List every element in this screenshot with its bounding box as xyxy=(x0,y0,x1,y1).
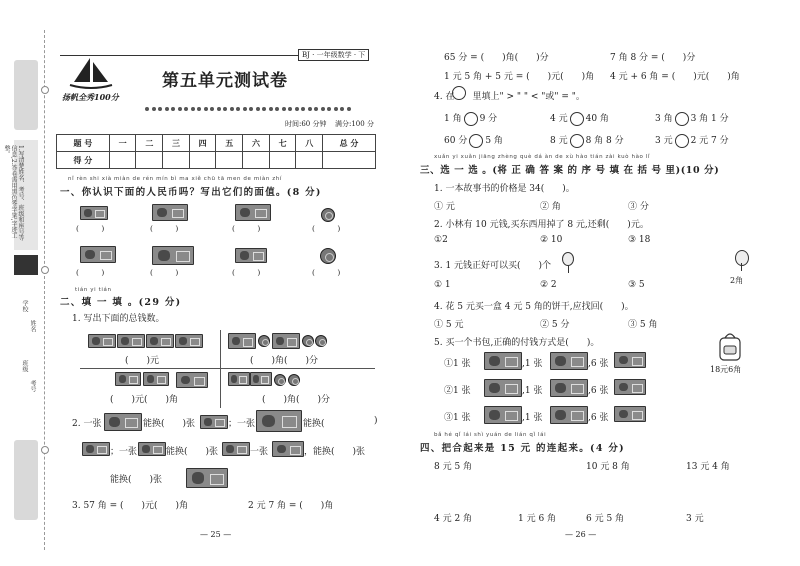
pay-text: ,6 张 xyxy=(588,413,609,423)
compare-item xyxy=(655,111,729,126)
match-bottom-item[interactable]: 6 元 5 角 xyxy=(586,514,625,524)
binding-block-bottom xyxy=(14,440,38,520)
banknote-image xyxy=(228,333,256,349)
banknote-image xyxy=(235,248,267,263)
banknote-image xyxy=(200,415,228,429)
banknote-image xyxy=(250,372,272,386)
answer-blank[interactable]: ( ) xyxy=(232,268,261,277)
choice-1-option[interactable]: ③ 分 xyxy=(628,202,649,212)
full-score: 满分:100 分 xyxy=(335,120,374,128)
sum-4yuan6jiao[interactable]: 4 元 + 6 角 = ( )元( )角 xyxy=(610,72,740,82)
money-grid-divider xyxy=(220,330,221,408)
choice-4-option[interactable]: ① 5 元 xyxy=(434,320,464,330)
question-2-1: 1. 写出下面的总钱数。 xyxy=(72,314,165,324)
compare-left: 8 元 xyxy=(550,136,568,146)
answer-blank-yuan-jiao[interactable]: ( )元( )角 xyxy=(110,395,179,405)
banknote-image xyxy=(222,442,250,456)
match-bottom-item[interactable]: 4 元 2 角 xyxy=(434,514,473,524)
coin-image xyxy=(315,335,327,347)
banknote-image xyxy=(176,372,208,388)
pay-text: ,6 张 xyxy=(588,386,609,396)
coin-image xyxy=(258,335,270,347)
banknote-image xyxy=(152,204,188,221)
score-input-cell[interactable] xyxy=(296,152,323,169)
question-2-2-part[interactable]: ，能换( )张 xyxy=(304,447,366,457)
question-2-2-part[interactable]: 能换( )张 xyxy=(110,475,163,485)
score-input-cell[interactable] xyxy=(109,152,136,169)
question-2-3-b[interactable]: 2 元 7 角 = ( )角 xyxy=(248,501,334,511)
balloon-icon xyxy=(562,252,574,266)
score-input-cell[interactable] xyxy=(269,152,296,169)
banknote-image xyxy=(484,352,522,370)
banknote-image xyxy=(186,468,228,488)
grade-tag: BJ · 一年级数学 · 下 xyxy=(298,49,369,61)
score-input-cell[interactable] xyxy=(243,152,270,169)
conversion-65-fen[interactable]: 65 分 = ( )角( )分 xyxy=(444,53,549,63)
binding-label-id: 考号 xyxy=(29,380,36,392)
question-2-2-part: 一张 xyxy=(250,447,269,457)
score-input-cell[interactable] xyxy=(189,152,216,169)
compare-right: 8 角 8 分 xyxy=(585,136,624,146)
cut-line xyxy=(44,30,45,550)
question-2-2-part[interactable]: 能换( )张 xyxy=(166,447,219,457)
answer-blank[interactable]: ( ) xyxy=(150,224,179,233)
question-2-2-part: ；一张 xyxy=(228,419,256,429)
compare-right: 40 角 xyxy=(585,114,609,124)
score-cell: 二 xyxy=(136,135,163,152)
answer-blank[interactable]: ( ) xyxy=(312,224,341,233)
banknote-image xyxy=(550,379,588,397)
score-input-cell[interactable] xyxy=(136,152,163,169)
match-top-item[interactable]: 13 元 4 角 xyxy=(686,462,730,472)
compare-left: 3 元 xyxy=(655,136,673,146)
score-cell: 七 xyxy=(269,135,296,152)
compare-circle-input[interactable] xyxy=(675,112,689,126)
compare-item xyxy=(444,111,497,126)
banknote-image xyxy=(82,442,110,456)
score-cell: 四 xyxy=(189,135,216,152)
banknote-image xyxy=(115,372,141,386)
banknote-image xyxy=(104,413,142,431)
compare-circle-input[interactable] xyxy=(570,112,584,126)
binding-block-top xyxy=(14,60,38,130)
score-input-cell[interactable] xyxy=(323,152,376,169)
binding-label-school: 学校 xyxy=(21,300,28,312)
sum-1yuan5jiao[interactable]: 1 元 5 角 + 5 元 = ( )元( )角 xyxy=(444,72,595,82)
choice-3-option[interactable]: ③ 5 xyxy=(628,280,645,290)
section-2-pinyin: tián yi tián xyxy=(75,287,112,293)
compare-circle-input[interactable] xyxy=(464,112,478,126)
section-4-pinyin: bǎ hé qǐ lái shì yuán de lián qǐ lái xyxy=(434,432,547,438)
section-3-title: 三、选 一 选 。(将 正 确 答 案 的 序 号 填 在 括 号 里)(10 分) xyxy=(420,165,720,176)
pay-option-3[interactable] xyxy=(444,410,471,423)
match-top-item[interactable]: 8 元 5 角 xyxy=(434,462,473,472)
compare-right: 5 角 xyxy=(485,136,503,146)
pay-text: ,6 张 xyxy=(588,359,609,369)
banknote-image xyxy=(614,352,646,368)
match-top-item[interactable]: 10 元 8 角 xyxy=(586,462,630,472)
coin-image xyxy=(274,374,286,386)
score-cell: 五 xyxy=(216,135,243,152)
choice-5[interactable]: 5. 买一个书包,正确的付钱方式是( )。 xyxy=(434,338,600,348)
banknote-image xyxy=(88,334,116,348)
score-cell: 六 xyxy=(243,135,270,152)
answer-blank-jiao-fen[interactable]: ( )角( )分 xyxy=(262,395,331,405)
choice-1-option[interactable]: ② 角 xyxy=(540,202,561,212)
compare-right: 9 分 xyxy=(479,114,498,124)
compare-circle-icon xyxy=(452,86,466,100)
header-dots xyxy=(145,104,353,114)
choice-3-option[interactable]: ① 1 xyxy=(434,280,451,290)
banknote-image xyxy=(152,246,194,265)
pay-option-1[interactable] xyxy=(444,356,471,369)
logo-text: 扬帆全秀100分 xyxy=(62,92,119,102)
banknote-image xyxy=(138,442,166,456)
schoolbag-price: 18元6角 xyxy=(710,365,742,374)
compare-left: 4 元 xyxy=(550,114,568,124)
section-3-pinyin: xuǎn yi xuǎn jiāng zhèng què dá àn de xù hào tián zài kuò hào lǐ xyxy=(434,154,651,160)
question-2-2-part: ) xyxy=(374,416,378,426)
conversion-7jiao8fen[interactable]: 7 角 8 分 = ( )分 xyxy=(610,53,696,63)
score-input-cell[interactable] xyxy=(163,152,190,169)
question-2-2-part: ；一张 xyxy=(110,447,138,457)
section-2-title: 二、填 一 填 。(29 分) xyxy=(60,297,182,308)
choice-2-option[interactable]: ①2 xyxy=(434,235,448,245)
choice-1-option[interactable]: ① 元 xyxy=(434,202,455,212)
answer-blank[interactable]: ( ) xyxy=(76,224,105,233)
choice-4-option[interactable]: ③ 5 角 xyxy=(628,320,658,330)
sailboat-logo-icon xyxy=(68,54,114,90)
choice-3[interactable]: 3. 1 元钱正好可以买( )个 xyxy=(434,261,552,271)
score-cell: 一 xyxy=(109,135,136,152)
binding-margin xyxy=(0,0,46,566)
choice-1[interactable]: 1. 一本故事书的价格是 34( )。 xyxy=(434,184,575,194)
compare-circle-input[interactable] xyxy=(469,134,483,148)
coin-image xyxy=(320,248,336,264)
schoolbag-icon xyxy=(716,330,744,362)
score-cell: 得 分 xyxy=(57,152,110,169)
compare-item xyxy=(444,133,503,148)
compare-item xyxy=(550,133,624,148)
compare-left: 3 角 xyxy=(655,114,673,124)
answer-blank-yuan[interactable]: ( )元 xyxy=(125,356,160,366)
compare-right: 3 角 1 分 xyxy=(690,114,729,124)
score-cell: 三 xyxy=(163,135,190,152)
section-1-pinyin: nǐ rèn shi xià miàn de rén mín bì ma xiě chū tā men de miàn zhí xyxy=(68,176,283,182)
answer-blank[interactable]: ( ) xyxy=(232,224,261,233)
pay-text: ①1 张 xyxy=(444,359,471,369)
money-grid-divider xyxy=(80,368,375,369)
banknote-image xyxy=(550,406,588,424)
coin-image xyxy=(302,335,314,347)
compare-right: 2 元 7 分 xyxy=(690,136,729,146)
banknote-image xyxy=(117,334,145,348)
pay-text: ,1 张 xyxy=(522,359,543,369)
question-2-2-part[interactable]: 能换( )张 xyxy=(143,419,196,429)
score-table xyxy=(56,134,376,169)
compare-item xyxy=(655,133,729,148)
question-2-2-part[interactable]: 能换( xyxy=(303,419,343,429)
banknote-image xyxy=(484,379,522,397)
banknote-image xyxy=(80,206,108,220)
binding-hole xyxy=(41,86,49,94)
time-limit: 时间:60 分钟 xyxy=(285,120,327,128)
score-table-header-row xyxy=(57,135,376,152)
balloon-price: 2角 xyxy=(730,276,744,285)
score-table-score-row xyxy=(57,152,376,169)
section-1-title: 一、你认识下面的人民币吗？写出它们的面值。(8 分) xyxy=(60,187,322,198)
compare-circle-input[interactable] xyxy=(675,134,689,148)
pay-text: ,1 张 xyxy=(522,413,543,423)
answer-blank[interactable]: ( ) xyxy=(312,268,341,277)
score-cell: 总 分 xyxy=(323,135,376,152)
choice-4-option[interactable]: ② 5 分 xyxy=(540,320,570,330)
answer-blank[interactable]: ( ) xyxy=(150,268,179,277)
banknote-image xyxy=(256,410,302,432)
banknote-image xyxy=(272,441,304,457)
compare-left: 60 分 xyxy=(444,136,468,146)
binding-label-class: 班级 xyxy=(21,360,28,372)
banknote-image xyxy=(80,246,116,263)
banknote-image xyxy=(614,406,646,422)
balloon-icon xyxy=(735,250,749,266)
binding-notice: 1.写清楚姓名、考号、班级和座号等信息,2.答卷需用黑色签字笔,字迹工整。 xyxy=(3,145,24,241)
question-4-text: 4. 在 里填上" > " " < "或" = "。 xyxy=(434,92,585,102)
banknote-image xyxy=(228,372,250,386)
choice-4[interactable]: 4. 花 5 元买一盒 4 元 5 角的饼干,应找回( )。 xyxy=(434,302,634,312)
score-input-cell[interactable] xyxy=(216,152,243,169)
match-bottom-item[interactable]: 1 元 6 角 xyxy=(518,514,557,524)
page-number-left: — 25 — xyxy=(200,530,232,539)
compare-left: 1 角 xyxy=(444,114,462,124)
pay-text: ②1 张 xyxy=(444,386,471,396)
page-number-right: — 26 — xyxy=(565,530,597,539)
banknote-image xyxy=(484,406,522,424)
choice-2-option[interactable]: ③ 18 xyxy=(628,235,651,245)
score-cell: 题 号 xyxy=(57,135,110,152)
question-2-2-part: 2. 一张 xyxy=(72,419,102,429)
pay-text: ③1 张 xyxy=(444,413,471,423)
right-page xyxy=(400,0,800,566)
answer-blank-jiao-fen[interactable]: ( )角( )分 xyxy=(250,356,319,366)
coin-image xyxy=(288,374,300,386)
banknote-image xyxy=(614,379,646,395)
choice-2-option[interactable]: ② 10 xyxy=(540,235,563,245)
pay-text: ,1 张 xyxy=(522,386,543,396)
binding-label-name: 姓名 xyxy=(29,320,36,332)
binding-hole xyxy=(41,446,49,454)
choice-2[interactable]: 2. 小林有 10 元钱,买东西用掉了 8 元,还剩( )元。 xyxy=(434,220,649,230)
banknote-image xyxy=(550,352,588,370)
pay-option-2[interactable] xyxy=(444,383,471,396)
banknote-image xyxy=(143,372,169,386)
answer-blank[interactable]: ( ) xyxy=(76,268,105,277)
choice-3-option[interactable]: ② 2 xyxy=(540,280,557,290)
match-bottom-item[interactable]: 3 元 xyxy=(686,514,704,524)
compare-circle-input[interactable] xyxy=(570,134,584,148)
score-cell: 八 xyxy=(296,135,323,152)
binding-hole xyxy=(41,266,49,274)
binding-dark-strip xyxy=(14,255,38,275)
banknote-image xyxy=(235,204,271,221)
banknote-image xyxy=(272,333,300,349)
compare-item xyxy=(550,111,609,126)
question-2-3-a[interactable]: 3. 57 角 = ( )元( )角 xyxy=(72,501,189,511)
banknote-image xyxy=(146,334,174,348)
section-4-title: 四、把合起来是 15 元 的连起来。(4 分) xyxy=(420,443,625,454)
coin-image xyxy=(321,208,335,222)
page-title: 第五单元测试卷 xyxy=(162,71,288,91)
banknote-image xyxy=(175,334,203,348)
